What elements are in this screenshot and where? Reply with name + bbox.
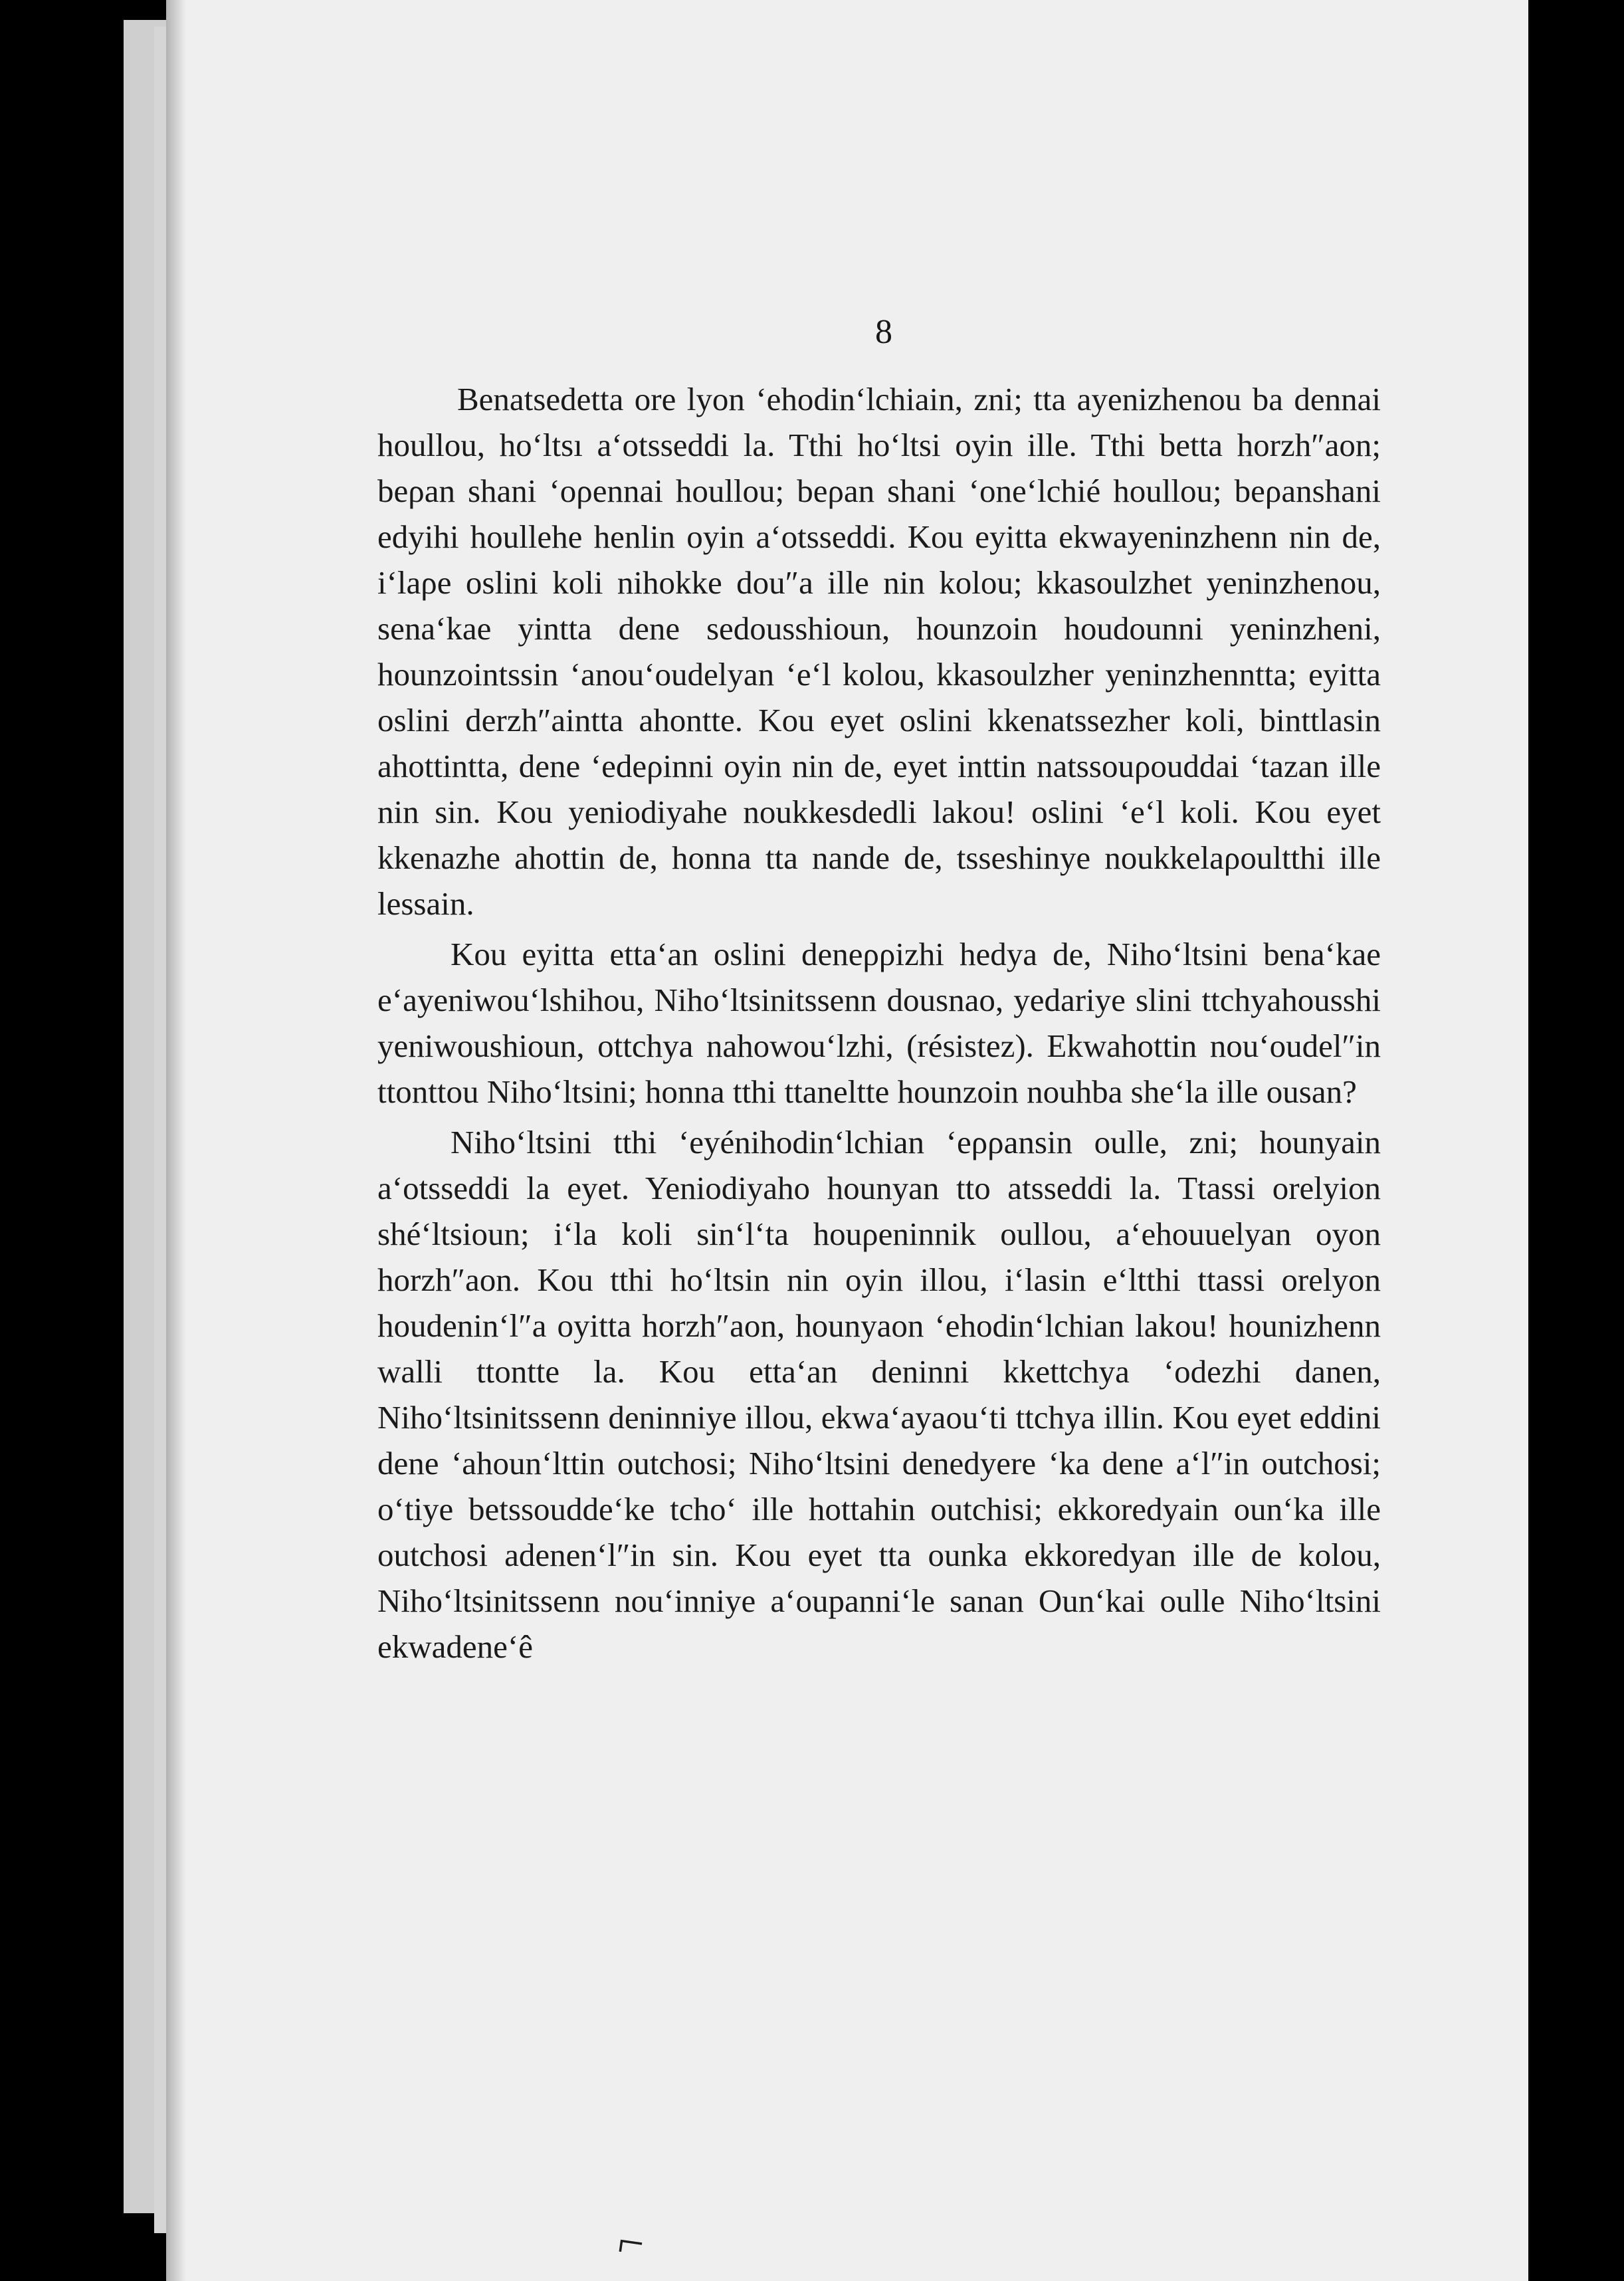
paragraph-2: Kou eyitta etta‘an oslini deneρρizhi hedya de, Niho‘ltsini bena‘kae e‘ayeniwou‘lshihou, Niho‘ltsinitssenn dousnao, yedariye slini ttchyahousshi yeniwoushioun, ottchya nahowou‘lzhi, (résistez). Ekwahottin nou‘oudel″in ttonttou Niho‘ltsini; honna tthi ttaneltte hounzoin nouhba she‘la ille ousan?	[377, 936, 1381, 1110]
page-number: 8	[875, 313, 892, 351]
page-gutter-shadow	[166, 0, 186, 2281]
body-text	[377, 376, 1381, 1674]
paragraph-3: Niho‘ltsini tthi ‘eyénihodin‘lchian ‘eρρansin oulle, zni; hounyain a‘otsseddi la eyet. Yeniodiyaho hounyan tto atsseddi la. Ttassi orelyion shé‘ltsioun; i‘la koli sin‘l‘ta houρeninnik oullou, a‘ehouuelyan oyon horzh″aon. Kou tthi ho‘ltsin nin oyin illou, i‘lasin e‘ltthi ttassi orelyon houdenin‘l″a oyitta horzh″aon, hounyaon ‘ehodin‘lchian lakou! hounizhenn walli ttontte la. Kou etta‘an deninni kkettchya ‘odezhi danen, Niho‘ltsinitssenn deninniye illou, ekwa‘ayaou‘ti ttchya illin. Kou eyet eddini dene ‘ahoun‘lttin outchosi; Niho‘ltsini denedyere ‘ka dene a‘l″in outchosi; o‘tiye betssoudde‘ke tcho‘ ille hottahin outchisi; ekkoredyain oun‘ka ille outchosi adenen‘l″in sin. Kou eyet tta ounka ekkoredyan ille de kolou, Niho‘ltsinitssenn nou‘inniye a‘oupanni‘le sanan Oun‘kai oulle Niho‘ltsini ekwadene‘ê	[377, 1124, 1381, 1665]
paragraph-1: Benatsedetta ore lyon ‘ehodin‘lchiain, zni; tta ayenizhenou ba dennai houllou, ho‘ltsı a‘otsseddi la. Tthi ho‘ltsi oyin ille. Tthi betta horzh″aon; beρan shani ‘oρennai houllou; beρan shani ‘one‘lchié houllou; beρanshani edyihi houllehe henlin oyin a‘otsseddi. Kou eyitta ekwayeninzhenn nin de, i‘laρe oslini koli nihokke dou″a ille nin kolou; kkasoulzhet yeninzhenou, sena‘kae yintta dene sedousshioun, hounzoin houdounni yeninzheni, hounzointssin ‘anou‘oudelyan ‘e‘l kolou, kkasoulzher yeninzhenntta; eyitta oslini derzh″aintta ahontte. Kou eyet oslini kkenatssezher koli, binttlasin ahottintta, dene ‘edeρinni oyin nin de, eyet inttin natssouρouddai ‘tazan ille nin sin. Kou yeniodiyahe noukkesdedli lakou! oslini ‘e‘l koli. Kou eyet kkenazhe ahottin de, honna tta nande de, tsseshinye noukkelaρoultthi ille lessain.	[377, 381, 1381, 922]
scan-artifact-mark: ⌐	[614, 2215, 648, 2270]
